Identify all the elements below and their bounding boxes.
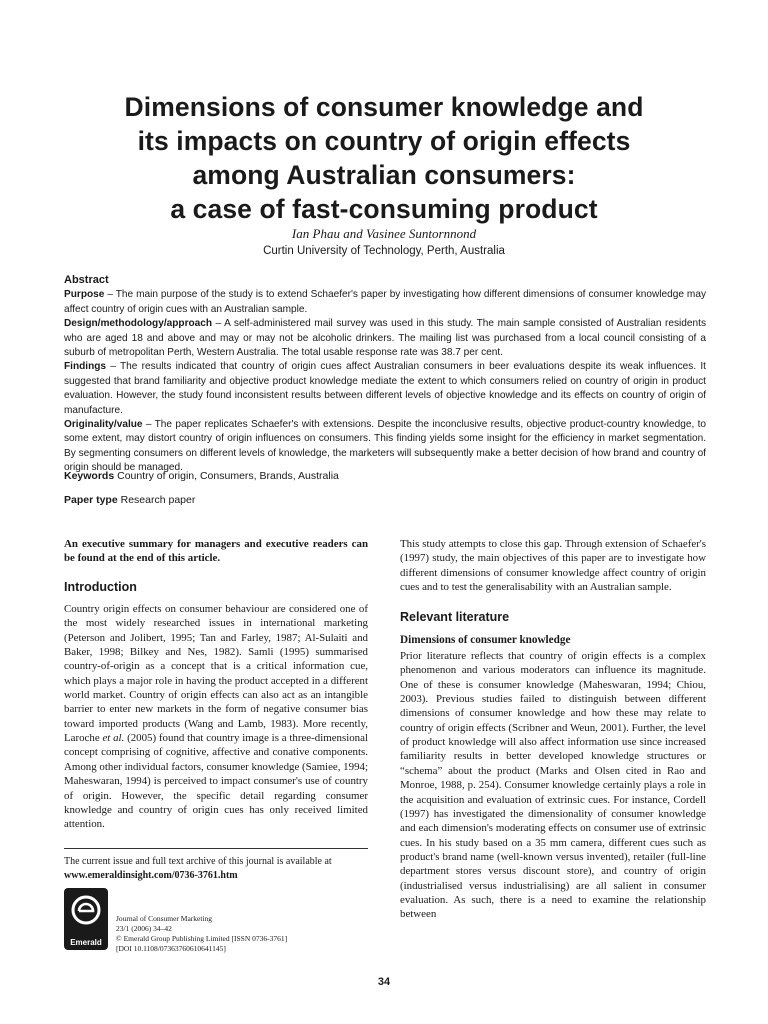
title-line: Dimensions of consumer knowledge and bbox=[124, 92, 644, 122]
originality-label: Originality/value bbox=[64, 419, 143, 431]
findings-label: Findings bbox=[64, 361, 107, 373]
abstract-heading: Abstract bbox=[64, 274, 109, 286]
introduction-continued: This study attempts to close this gap. Through extension of Schaefer's (1997) study, the main objectives of this paper are to investigate how different dimensions of consumer knowledge affect country of origin cues and to test the generalisability with an Australian sample. bbox=[400, 538, 706, 594]
title-line: among Australian consumers: bbox=[192, 160, 576, 190]
purpose-text: – The main purpose of the study is to extend Schaefer's paper by investigating how different dimensions of consumer knowledge may affect country of origin cues with an Australian sample. bbox=[64, 289, 706, 315]
right-column bbox=[400, 537, 706, 922]
left-column bbox=[64, 537, 368, 832]
issue-info: 23/1 (2006) 34–42 bbox=[116, 924, 172, 933]
design-text: – A self-administered mail survey was used in this study. The main sample consisted of Australian residents who are aged 18 and above and may or may not be alcoholic drinkers. The mailing list was purchased from a local council consisting of a suburb of metropolitan Perth, Western Australia. The total usable response rate was 38.7 per cent. bbox=[64, 318, 706, 359]
consumer-knowledge-subheading: Dimensions of consumer knowledge bbox=[400, 633, 571, 646]
paper-title bbox=[64, 90, 704, 226]
doi: [DOI 10.1108/07363760610641145] bbox=[116, 944, 226, 953]
abstract-purpose bbox=[64, 288, 706, 317]
authors: Ian Phau and Vasinee Suntornnond bbox=[291, 226, 477, 241]
keywords-text: Country of origin, Consumers, Brands, Australia bbox=[114, 470, 339, 482]
archive-text: The current issue and full text archive of this journal is available at bbox=[64, 856, 332, 867]
intro-text-part: (2005) found that country image is a three-dimensional concept comprising of cognitive, affective and conative components. Among other individual factors, consumer knowledge (Samiee, 1994; Maheswaran, 1994) is perceived to impact consumer's use of country of origin. However, the specific detail regarding consumer knowledge and country of origin cues has only received limited attention. bbox=[64, 732, 368, 831]
originality-text: – The paper replicates Schaefer's with extensions. Despite the inconclusive results, objective product-country knowledge, to some extent, may distort country of origin influences on consumers. This finding yields some insight for the efficiency in market segmentation. By segmenting consumers on different levels of knowledge, the marketers will subsequently make a better decision of how brand and country of origin should be managed. bbox=[64, 419, 706, 474]
introduction-paragraph bbox=[64, 602, 368, 832]
affiliation: Curtin University of Technology, Perth, Australia bbox=[263, 245, 505, 257]
title-line: a case of fast-consuming product bbox=[170, 194, 598, 224]
paper-type bbox=[64, 494, 706, 506]
emerald-logo-icon bbox=[70, 894, 102, 930]
publication-info bbox=[116, 914, 368, 954]
abstract-findings bbox=[64, 360, 706, 418]
literature-paragraph: Prior literature reflects that country of origin effects is a complex phenomenon and various moderators can influence its magnitude. One of these is consumer knowledge (Maheswaran, 1994; Chiou, 2003). Previous studies failed to distinguish between different dimensions of consumer knowledge and how these may relate to country of origin effects (Scribner and Weun, 2001). Further, the level of product knowledge will also affect information use since increased familiarity results in better developed knowledge structures or “schema” about the product (Marks and Olsen cited in Rao and Monroe, 1988, p. 254). Consumer knowledge certainly plays a role in the acquisition and evaluation of extrinsic cues. For instance, Cordell (1997) has investigated the dimensionality of consumer knowledge and each dimension's moderating effects on consumer use of extrinsic cues. In his study based on a 35 mm camera, different cues such as product's brand name (well-known versus invented), retailer (full-line department stores versus discount store), and country of origin (industrialised versus industrialising) are all salient in consumer evaluation. As such, there is a need to examine the relationship between bbox=[400, 650, 706, 921]
emerald-logo-text: Emerald bbox=[70, 938, 102, 947]
keywords bbox=[64, 470, 706, 482]
purpose-label: Purpose bbox=[64, 289, 105, 301]
emerald-logo bbox=[64, 888, 108, 950]
intro-italic: et al. bbox=[102, 732, 125, 745]
archive-note bbox=[64, 848, 368, 882]
abstract bbox=[64, 273, 706, 476]
design-label: Design/methodology/approach bbox=[64, 318, 213, 330]
keywords-label: Keywords bbox=[64, 470, 115, 482]
relevant-literature-heading: Relevant literature bbox=[400, 610, 510, 625]
copyright: © Emerald Group Publishing Limited [ISSN 0736-3761] bbox=[116, 934, 288, 943]
findings-text: – The results indicated that country of origin cues affect Australian consumers in beer evaluations despite its weak influences. It suggested that brand familiarity and objective product knowledge mediate the extent to which consumers relied on country of origin in product evaluation. However, the study found inconsistent results between different levels of objective knowledge and its effects on country of origin of manufacture. bbox=[64, 361, 706, 416]
paper-type-label: Paper type bbox=[64, 494, 118, 506]
introduction-heading: Introduction bbox=[64, 579, 137, 594]
archive-url-link[interactable]: www.emeraldinsight.com/0736-3761.htm bbox=[64, 869, 238, 881]
spacer bbox=[400, 594, 706, 610]
abstract-originality bbox=[64, 418, 706, 476]
title-line: its impacts on country of origin effects bbox=[137, 126, 631, 156]
abstract-design bbox=[64, 317, 706, 360]
page-number: 34 bbox=[377, 976, 391, 988]
intro-text-part: Country origin effects on consumer behaviour are considered one of the most widely researched issues in international marketing (Peterson and Jolibert, 1995; Tan and Farley, 1987; Al-Sulaiti and Baker, 1998; Bilkey and Nes, 1982). Samli (1995) summarised country-of-origin as a concept that is a critical information cue, which plays a major role in having the product accepted in a different world market. Country of origin effects can also act as an intangible barrier to enter new markets in the form of negative consumer bias toward imported products (Wang and Lamb, 1983). More recently, Laroche bbox=[64, 603, 368, 745]
journal-name: Journal of Consumer Marketing bbox=[116, 914, 213, 923]
executive-summary-note: An executive summary for managers and executive readers can be found at the end of this article. bbox=[64, 538, 368, 565]
paper-type-text: Research paper bbox=[117, 494, 196, 506]
